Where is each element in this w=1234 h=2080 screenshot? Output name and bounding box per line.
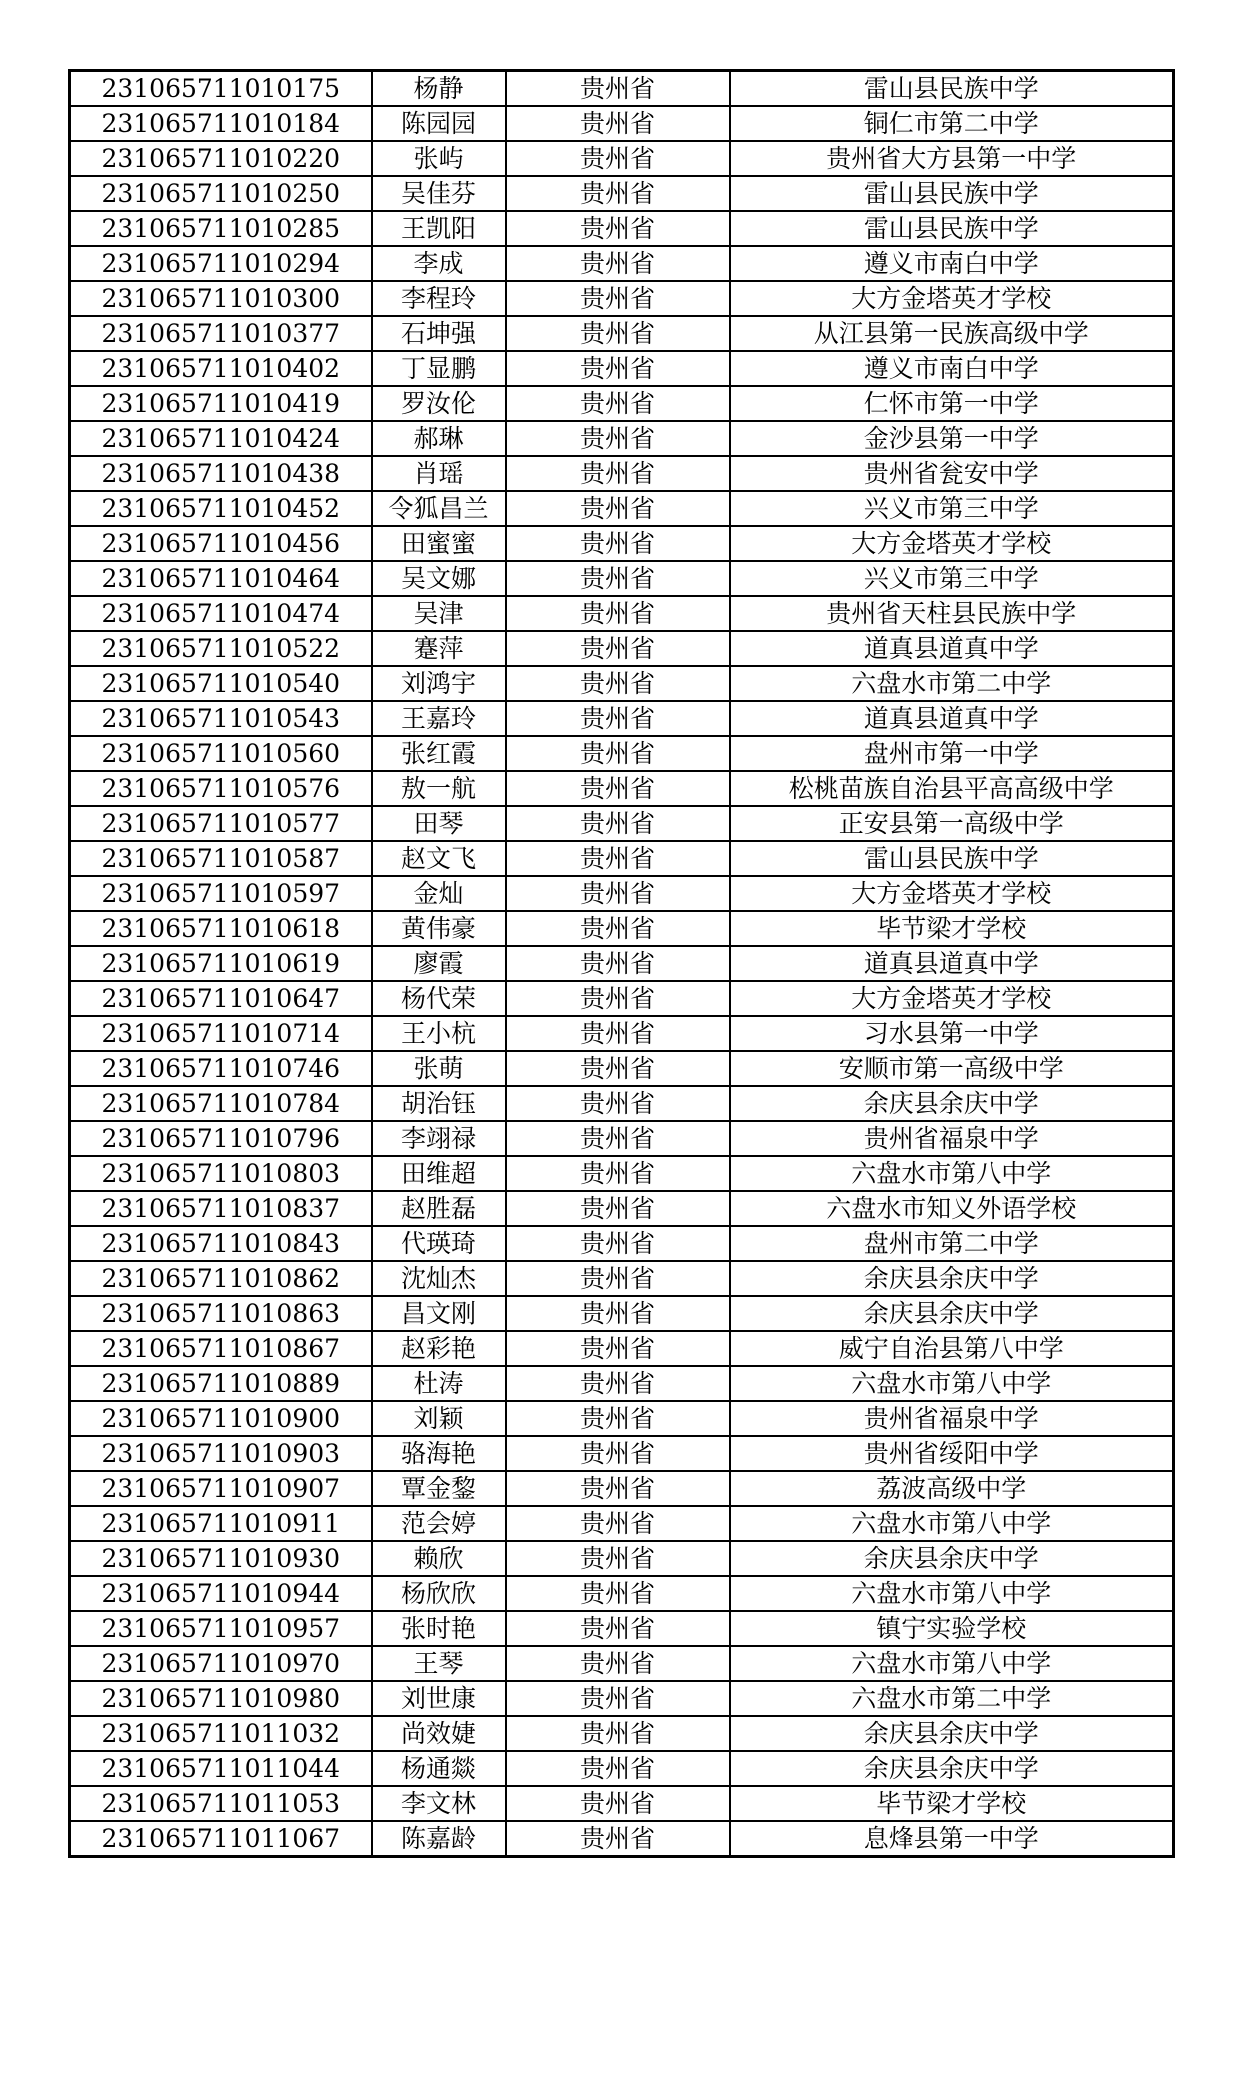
name-cell: 郝琳 <box>372 421 506 456</box>
name-cell: 赵文飞 <box>372 841 506 876</box>
roster-table <box>68 69 1175 1858</box>
candidate-id-cell: 231065711011053 <box>70 1786 372 1821</box>
province-cell: 贵州省 <box>506 1296 730 1331</box>
name-cell: 罗汝伦 <box>372 386 506 421</box>
province-cell: 贵州省 <box>506 806 730 841</box>
name-cell: 陈园园 <box>372 106 506 141</box>
name-cell: 刘世康 <box>372 1681 506 1716</box>
candidate-id-cell: 231065711010930 <box>70 1541 372 1576</box>
province-cell: 贵州省 <box>506 596 730 631</box>
table-row <box>70 1471 1174 1506</box>
province-cell: 贵州省 <box>506 876 730 911</box>
province-cell: 贵州省 <box>506 421 730 456</box>
province-cell: 贵州省 <box>506 981 730 1016</box>
name-cell: 黄伟豪 <box>372 911 506 946</box>
province-cell: 贵州省 <box>506 386 730 421</box>
school-cell: 余庆县余庆中学 <box>730 1751 1174 1786</box>
table-row <box>70 1016 1174 1051</box>
province-cell: 贵州省 <box>506 1611 730 1646</box>
candidate-id-cell: 231065711011032 <box>70 1716 372 1751</box>
table-row <box>70 316 1174 351</box>
school-cell: 贵州省绥阳中学 <box>730 1436 1174 1471</box>
table-row <box>70 211 1174 246</box>
province-cell: 贵州省 <box>506 631 730 666</box>
name-cell: 张红霞 <box>372 736 506 771</box>
province-cell: 贵州省 <box>506 1016 730 1051</box>
name-cell: 陈嘉龄 <box>372 1821 506 1857</box>
candidate-id-cell: 231065711010464 <box>70 561 372 596</box>
school-cell: 息烽县第一中学 <box>730 1821 1174 1857</box>
candidate-id-cell: 231065711010867 <box>70 1331 372 1366</box>
school-cell: 兴义市第三中学 <box>730 561 1174 596</box>
name-cell: 杨代荣 <box>372 981 506 1016</box>
province-cell: 贵州省 <box>506 911 730 946</box>
province-cell: 贵州省 <box>506 106 730 141</box>
table-row <box>70 771 1174 806</box>
name-cell: 石坤强 <box>372 316 506 351</box>
candidate-id-cell: 231065711010587 <box>70 841 372 876</box>
candidate-id-cell: 231065711010647 <box>70 981 372 1016</box>
province-cell: 贵州省 <box>506 1366 730 1401</box>
school-cell: 余庆县余庆中学 <box>730 1296 1174 1331</box>
school-cell: 雷山县民族中学 <box>730 211 1174 246</box>
candidate-id-cell: 231065711010438 <box>70 456 372 491</box>
name-cell: 赖欣 <box>372 1541 506 1576</box>
candidate-id-cell: 231065711010402 <box>70 351 372 386</box>
name-cell: 田维超 <box>372 1156 506 1191</box>
candidate-id-cell: 231065711010911 <box>70 1506 372 1541</box>
school-cell: 六盘水市第八中学 <box>730 1156 1174 1191</box>
school-cell: 仁怀市第一中学 <box>730 386 1174 421</box>
table-row <box>70 386 1174 421</box>
name-cell: 李成 <box>372 246 506 281</box>
table-row <box>70 1786 1174 1821</box>
table-row <box>70 1156 1174 1191</box>
name-cell: 覃金錅 <box>372 1471 506 1506</box>
school-cell: 兴义市第三中学 <box>730 491 1174 526</box>
school-cell: 贵州省天柱县民族中学 <box>730 596 1174 631</box>
province-cell: 贵州省 <box>506 561 730 596</box>
school-cell: 贵州省大方县第一中学 <box>730 141 1174 176</box>
name-cell: 范会婷 <box>372 1506 506 1541</box>
province-cell: 贵州省 <box>506 71 730 107</box>
school-cell: 余庆县余庆中学 <box>730 1261 1174 1296</box>
name-cell: 吴文娜 <box>372 561 506 596</box>
name-cell: 张时艳 <box>372 1611 506 1646</box>
table-row <box>70 841 1174 876</box>
candidate-id-cell: 231065711010175 <box>70 71 372 107</box>
school-cell: 大方金塔英才学校 <box>730 981 1174 1016</box>
table-row <box>70 1086 1174 1121</box>
province-cell: 贵州省 <box>506 1751 730 1786</box>
name-cell: 赵彩艳 <box>372 1331 506 1366</box>
name-cell: 王凯阳 <box>372 211 506 246</box>
table-row <box>70 1436 1174 1471</box>
province-cell: 贵州省 <box>506 1156 730 1191</box>
table-row <box>70 526 1174 561</box>
school-cell: 松桃苗族自治县平高高级中学 <box>730 771 1174 806</box>
name-cell: 刘颖 <box>372 1401 506 1436</box>
table-row <box>70 1751 1174 1786</box>
table-row <box>70 1716 1174 1751</box>
table-row <box>70 1296 1174 1331</box>
candidate-id-cell: 231065711010746 <box>70 1051 372 1086</box>
province-cell: 贵州省 <box>506 1541 730 1576</box>
school-cell: 遵义市南白中学 <box>730 246 1174 281</box>
candidate-id-cell: 231065711010597 <box>70 876 372 911</box>
candidate-id-cell: 231065711010285 <box>70 211 372 246</box>
table-row <box>70 596 1174 631</box>
candidate-id-cell: 231065711010862 <box>70 1261 372 1296</box>
school-cell: 从江县第一民族高级中学 <box>730 316 1174 351</box>
table-row <box>70 1576 1174 1611</box>
candidate-id-cell: 231065711010424 <box>70 421 372 456</box>
school-cell: 道真县道真中学 <box>730 631 1174 666</box>
province-cell: 贵州省 <box>506 351 730 386</box>
school-cell: 威宁自治县第八中学 <box>730 1331 1174 1366</box>
table-row <box>70 1051 1174 1086</box>
table-row <box>70 281 1174 316</box>
name-cell: 李翊禄 <box>372 1121 506 1156</box>
school-cell: 六盘水市知义外语学校 <box>730 1191 1174 1226</box>
table-row <box>70 631 1174 666</box>
name-cell: 王琴 <box>372 1646 506 1681</box>
table-row <box>70 456 1174 491</box>
province-cell: 贵州省 <box>506 1121 730 1156</box>
table-row <box>70 106 1174 141</box>
school-cell: 毕节梁才学校 <box>730 911 1174 946</box>
name-cell: 李程玲 <box>372 281 506 316</box>
candidate-id-cell: 231065711011067 <box>70 1821 372 1857</box>
province-cell: 贵州省 <box>506 456 730 491</box>
name-cell: 吴津 <box>372 596 506 631</box>
school-cell: 毕节梁才学校 <box>730 1786 1174 1821</box>
name-cell: 沈灿杰 <box>372 1261 506 1296</box>
school-cell: 六盘水市第八中学 <box>730 1646 1174 1681</box>
province-cell: 贵州省 <box>506 1226 730 1261</box>
province-cell: 贵州省 <box>506 1646 730 1681</box>
name-cell: 杨欣欣 <box>372 1576 506 1611</box>
name-cell: 王小杭 <box>372 1016 506 1051</box>
candidate-id-cell: 231065711010957 <box>70 1611 372 1646</box>
school-cell: 六盘水市第八中学 <box>730 1366 1174 1401</box>
candidate-id-cell: 231065711010543 <box>70 701 372 736</box>
province-cell: 贵州省 <box>506 701 730 736</box>
table-row <box>70 71 1174 107</box>
candidate-id-cell: 231065711010560 <box>70 736 372 771</box>
name-cell: 田琴 <box>372 806 506 841</box>
candidate-id-cell: 231065711010220 <box>70 141 372 176</box>
province-cell: 贵州省 <box>506 316 730 351</box>
name-cell: 田蜜蜜 <box>372 526 506 561</box>
name-cell: 敖一航 <box>372 771 506 806</box>
candidate-id-cell: 231065711010803 <box>70 1156 372 1191</box>
table-row <box>70 561 1174 596</box>
province-cell: 贵州省 <box>506 1716 730 1751</box>
school-cell: 金沙县第一中学 <box>730 421 1174 456</box>
name-cell: 杨静 <box>372 71 506 107</box>
roster-body <box>70 71 1174 1857</box>
province-cell: 贵州省 <box>506 1261 730 1296</box>
school-cell: 习水县第一中学 <box>730 1016 1174 1051</box>
school-cell: 雷山县民族中学 <box>730 176 1174 211</box>
name-cell: 张萌 <box>372 1051 506 1086</box>
school-cell: 六盘水市第二中学 <box>730 1681 1174 1716</box>
name-cell: 昌文刚 <box>372 1296 506 1331</box>
table-row <box>70 176 1174 211</box>
table-row <box>70 421 1174 456</box>
candidate-id-cell: 231065711010419 <box>70 386 372 421</box>
candidate-id-cell: 231065711010184 <box>70 106 372 141</box>
school-cell: 大方金塔英才学校 <box>730 281 1174 316</box>
province-cell: 贵州省 <box>506 841 730 876</box>
name-cell: 李文林 <box>372 1786 506 1821</box>
candidate-id-cell: 231065711010907 <box>70 1471 372 1506</box>
school-cell: 贵州省瓮安中学 <box>730 456 1174 491</box>
candidate-id-cell: 231065711010900 <box>70 1401 372 1436</box>
candidate-id-cell: 231065711010837 <box>70 1191 372 1226</box>
province-cell: 贵州省 <box>506 211 730 246</box>
candidate-id-cell: 231065711010796 <box>70 1121 372 1156</box>
school-cell: 大方金塔英才学校 <box>730 526 1174 561</box>
name-cell: 令狐昌兰 <box>372 491 506 526</box>
name-cell: 金灿 <box>372 876 506 911</box>
table-row <box>70 1121 1174 1156</box>
candidate-id-cell: 231065711010377 <box>70 316 372 351</box>
province-cell: 贵州省 <box>506 141 730 176</box>
name-cell: 蹇萍 <box>372 631 506 666</box>
school-cell: 盘州市第一中学 <box>730 736 1174 771</box>
province-cell: 贵州省 <box>506 1401 730 1436</box>
school-cell: 雷山县民族中学 <box>730 841 1174 876</box>
school-cell: 安顺市第一高级中学 <box>730 1051 1174 1086</box>
candidate-id-cell: 231065711010300 <box>70 281 372 316</box>
province-cell: 贵州省 <box>506 1051 730 1086</box>
table-row <box>70 491 1174 526</box>
table-row <box>70 1401 1174 1436</box>
school-cell: 六盘水市第八中学 <box>730 1576 1174 1611</box>
province-cell: 贵州省 <box>506 281 730 316</box>
candidate-id-cell: 231065711010863 <box>70 1296 372 1331</box>
name-cell: 张屿 <box>372 141 506 176</box>
candidate-id-cell: 231065711010903 <box>70 1436 372 1471</box>
province-cell: 贵州省 <box>506 1576 730 1611</box>
province-cell: 贵州省 <box>506 946 730 981</box>
table-row <box>70 1646 1174 1681</box>
table-row <box>70 701 1174 736</box>
table-row <box>70 736 1174 771</box>
table-row <box>70 1331 1174 1366</box>
name-cell: 胡治钰 <box>372 1086 506 1121</box>
name-cell: 尚效婕 <box>372 1716 506 1751</box>
province-cell: 贵州省 <box>506 666 730 701</box>
candidate-id-cell: 231065711010456 <box>70 526 372 561</box>
name-cell: 杨通燚 <box>372 1751 506 1786</box>
school-cell: 大方金塔英才学校 <box>730 876 1174 911</box>
province-cell: 贵州省 <box>506 1471 730 1506</box>
candidate-id-cell: 231065711010944 <box>70 1576 372 1611</box>
name-cell: 丁显鹏 <box>372 351 506 386</box>
table-row <box>70 1506 1174 1541</box>
table-row <box>70 946 1174 981</box>
candidate-id-cell: 231065711010970 <box>70 1646 372 1681</box>
province-cell: 贵州省 <box>506 1506 730 1541</box>
candidate-id-cell: 231065711010889 <box>70 1366 372 1401</box>
school-cell: 道真县道真中学 <box>730 946 1174 981</box>
name-cell: 吴佳芬 <box>372 176 506 211</box>
table-row <box>70 981 1174 1016</box>
province-cell: 贵州省 <box>506 246 730 281</box>
province-cell: 贵州省 <box>506 1191 730 1226</box>
table-row <box>70 1611 1174 1646</box>
candidate-id-cell: 231065711010843 <box>70 1226 372 1261</box>
table-row <box>70 666 1174 701</box>
province-cell: 贵州省 <box>506 1086 730 1121</box>
school-cell: 六盘水市第二中学 <box>730 666 1174 701</box>
candidate-id-cell: 231065711010576 <box>70 771 372 806</box>
school-cell: 荔波高级中学 <box>730 1471 1174 1506</box>
name-cell: 骆海艳 <box>372 1436 506 1471</box>
name-cell: 刘鸿宇 <box>372 666 506 701</box>
table-row <box>70 246 1174 281</box>
school-cell: 雷山县民族中学 <box>730 71 1174 107</box>
school-cell: 贵州省福泉中学 <box>730 1401 1174 1436</box>
table-row <box>70 1681 1174 1716</box>
school-cell: 贵州省福泉中学 <box>730 1121 1174 1156</box>
name-cell: 赵胜磊 <box>372 1191 506 1226</box>
table-row <box>70 141 1174 176</box>
table-row <box>70 1191 1174 1226</box>
school-cell: 盘州市第二中学 <box>730 1226 1174 1261</box>
province-cell: 贵州省 <box>506 491 730 526</box>
candidate-id-cell: 231065711010294 <box>70 246 372 281</box>
table-row <box>70 876 1174 911</box>
candidate-id-cell: 231065711010540 <box>70 666 372 701</box>
candidate-id-cell: 231065711010250 <box>70 176 372 211</box>
name-cell: 廖霞 <box>372 946 506 981</box>
table-row <box>70 911 1174 946</box>
school-cell: 余庆县余庆中学 <box>730 1716 1174 1751</box>
school-cell: 六盘水市第八中学 <box>730 1506 1174 1541</box>
province-cell: 贵州省 <box>506 1681 730 1716</box>
table-row <box>70 1226 1174 1261</box>
candidate-id-cell: 231065711010784 <box>70 1086 372 1121</box>
province-cell: 贵州省 <box>506 1821 730 1857</box>
school-cell: 余庆县余庆中学 <box>730 1541 1174 1576</box>
name-cell: 代瑛琦 <box>372 1226 506 1261</box>
candidate-id-cell: 231065711010618 <box>70 911 372 946</box>
school-cell: 镇宁实验学校 <box>730 1611 1174 1646</box>
school-cell: 道真县道真中学 <box>730 701 1174 736</box>
table-row <box>70 1821 1174 1857</box>
province-cell: 贵州省 <box>506 526 730 561</box>
table-row <box>70 1261 1174 1296</box>
province-cell: 贵州省 <box>506 1436 730 1471</box>
name-cell: 杜涛 <box>372 1366 506 1401</box>
table-row <box>70 351 1174 386</box>
name-cell: 肖瑶 <box>372 456 506 491</box>
table-row <box>70 1366 1174 1401</box>
province-cell: 贵州省 <box>506 1331 730 1366</box>
province-cell: 贵州省 <box>506 736 730 771</box>
name-cell: 王嘉玲 <box>372 701 506 736</box>
candidate-id-cell: 231065711011044 <box>70 1751 372 1786</box>
table-row <box>70 1541 1174 1576</box>
candidate-id-cell: 231065711010714 <box>70 1016 372 1051</box>
province-cell: 贵州省 <box>506 1786 730 1821</box>
school-cell: 余庆县余庆中学 <box>730 1086 1174 1121</box>
school-cell: 铜仁市第二中学 <box>730 106 1174 141</box>
school-cell: 遵义市南白中学 <box>730 351 1174 386</box>
province-cell: 贵州省 <box>506 771 730 806</box>
candidate-id-cell: 231065711010522 <box>70 631 372 666</box>
candidate-id-cell: 231065711010619 <box>70 946 372 981</box>
candidate-id-cell: 231065711010452 <box>70 491 372 526</box>
candidate-id-cell: 231065711010474 <box>70 596 372 631</box>
school-cell: 正安县第一高级中学 <box>730 806 1174 841</box>
table-row <box>70 806 1174 841</box>
candidate-id-cell: 231065711010577 <box>70 806 372 841</box>
province-cell: 贵州省 <box>506 176 730 211</box>
candidate-id-cell: 231065711010980 <box>70 1681 372 1716</box>
